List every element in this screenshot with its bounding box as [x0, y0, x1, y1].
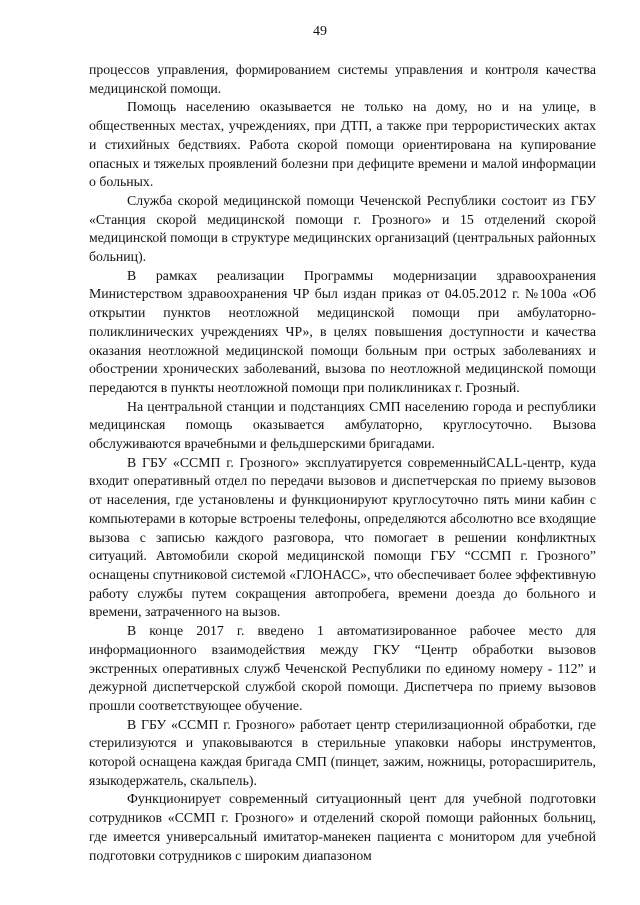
paragraph-sterilization: В ГБУ «ССМП г. Грозного» работает центр стерилизационной обработки, где стерилизуются и упаковываются в стерильные упаковки наборы инструментов, которой оснащена каждая бригада СМП (пинцет, зажим, ножницы, роторасширитель, языкодержатель, скальпель). — [89, 716, 596, 788]
paragraph-modernization-order: В рамках реализации Программы модернизации здравоохранения Министерством здравоохранения ЧР был издан приказ от 04.05.2012 г. №100а «Об открытии пунктов неотложной медицинской помощи при амбулаторно-поликлинических учреждениях ЧР», в целях повышения доступности и качества оказания неотложной медицинской помощи больным при острых заболеваниях и обострении хронических заболеваний, вызова по неотложной медицинской помощи передаются в пункты неотложной помощи при поликлиниках г. Грозный. — [89, 267, 596, 395]
paragraph-call-center: В ГБУ «ССМП г. Грозного» эксплуатируется современныйCALL-центр, куда входит оперативный отдел по передачи вызовов и диспетчерская по приему вызовов от населения, где установлены и функционируют круглосуточно пять мини кабин с компьютерами в которые встроены телефоны, определяются абсолютно все входящие вызова с записью каждого разговора, что помогает в решении конфликтных ситуаций. Автомобили скорой медицинской помощи ГБУ “ССМП г. Грозного” оснащены спутниковой системой «ГЛОНАСС», что обеспечивает более эффективную работу службы путем сокращения автопробега, времени доезда до больного и времени, затраченного на вызов. — [89, 454, 596, 620]
paragraph-central-station: На центральной станции и подстанциях СМП населению города и республики медицинская помощь оказывается амбулаторно, круглосуточно. Вызова обслуживаются врачебными и фельдшерскими бригадами. — [89, 398, 596, 452]
paragraph-situation-center: Функционирует современный ситуационный цент для учебной подготовки сотрудников «ССМП г. Грозного» и отделений скорой помощи районных больниц, где имеется универсальный имитатор-манекен пациента с монитором для учебной подготовки сотрудников с широким диапазоном — [89, 791, 596, 863]
page-number: 49 — [313, 24, 327, 39]
paragraph-continuation: процессов управления, формированием системы управления и контроля качества медицинской помощи. — [89, 62, 596, 96]
paragraph-population-help: Помощь населению оказывается не только на дому, но и на улице, в общественных местах, учреждениях, при ДТП, а также при террористических актах и стихийных бедствиях. Работа скорой помощи ориентирована на купирование опасных и тяжелых проявлений болезни при дефиците времени и малой информации о больных. — [89, 99, 596, 190]
body-text — [89, 61, 596, 865]
paragraph-service-structure: Служба скорой медицинской помощи Чеченской Республики состоит из ГБУ «Станция скорой медицинской помощи г. Грозного» и 15 отделений скорой медицинской помощи в структуре медицинских организаций (центральных районных больниц). — [89, 192, 596, 265]
paragraph-workstation-112: В конце 2017 г. введено 1 автоматизированное рабочее место для информационного взаимодействия между ГКУ “Центр обработки вызовов экстренных оперативных служб Чеченской Республики по единому номеру - 112” и дежурной диспетчерской службой скорой помощи. Диспетчера по приему вызовов прошли соответствующее обучение. — [89, 623, 596, 713]
